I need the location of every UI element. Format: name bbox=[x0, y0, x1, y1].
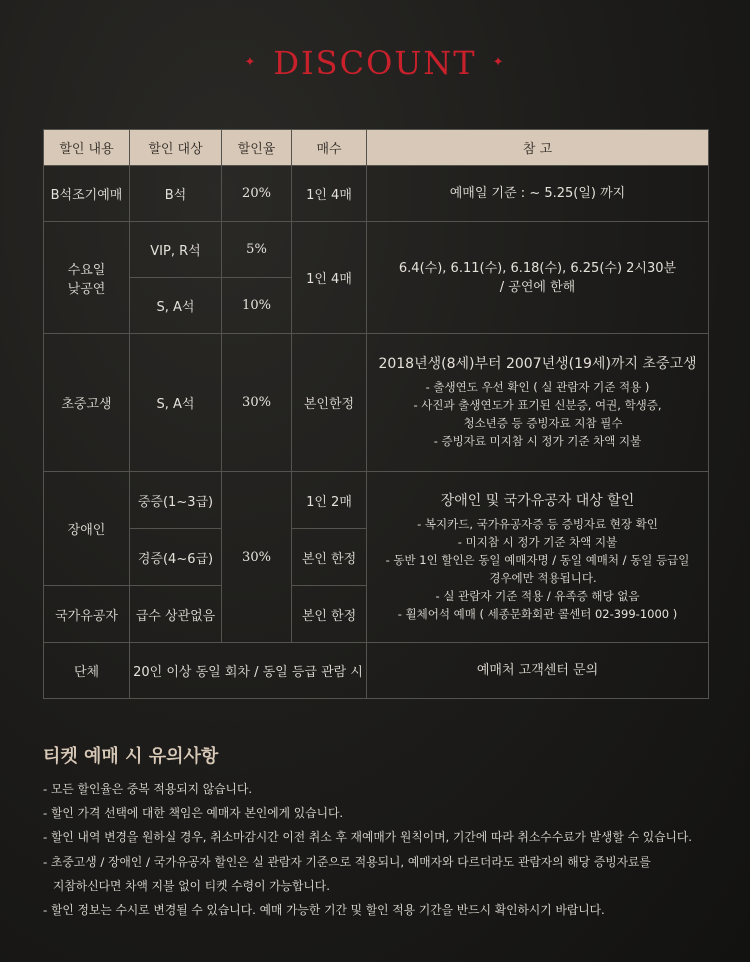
cell-target: B석 bbox=[130, 166, 222, 222]
cell-rate: 5% bbox=[222, 222, 292, 278]
cell-target: 중증(1~3급) bbox=[130, 472, 222, 529]
list-item: - 할인 내역 변경을 원하실 경우, 취소마감시간 이전 취소 후 재예매가 원칙이며, 기간에 따라 취소수수료가 발생할 수 있습니다. bbox=[43, 830, 693, 845]
list-item: - 초중고생 / 장애인 / 국가유공자 할인은 실 관람자 기준으로 적용되니, 예매자와 다르더라도 관람자의 해당 증빙자료를 bbox=[43, 854, 651, 869]
cell-type: 수요일 낮공연 bbox=[44, 222, 130, 334]
table-row bbox=[44, 334, 709, 472]
discount-table bbox=[43, 129, 709, 699]
cell-target: S, A석 bbox=[130, 278, 222, 334]
table-row bbox=[44, 166, 709, 222]
cell-target: S, A석 bbox=[130, 334, 222, 472]
table-header-row bbox=[44, 130, 709, 166]
cell-target: 경증(4~6급) bbox=[130, 529, 222, 586]
cell-type: B석조기예매 bbox=[44, 166, 130, 222]
table-row bbox=[44, 222, 709, 278]
notice-list bbox=[43, 777, 723, 922]
cell-target: 20인 이상 동일 회차 / 동일 등급 관람 시 bbox=[130, 643, 367, 699]
list-item: - 할인 가격 선택에 대한 책임은 예매자 본인에게 있습니다. bbox=[43, 806, 344, 821]
cell-rate: 30% bbox=[222, 334, 292, 472]
cell-count: 1인 2매 bbox=[292, 472, 367, 529]
notice-title: 티켓 예매 시 유의사항 bbox=[43, 746, 219, 767]
cell-count: 1인 4매 bbox=[292, 222, 367, 334]
header-rate: 할인율 bbox=[222, 130, 292, 166]
list-item: 지참하신다면 차액 지불 없이 티켓 수령이 가능합니다. bbox=[53, 878, 330, 893]
cell-count: 본인 한정 bbox=[292, 586, 367, 643]
cell-count: 1인 4매 bbox=[292, 166, 367, 222]
header-target: 할인 대상 bbox=[130, 130, 222, 166]
cell-note: 장애인 및 국가유공자 대상 할인 - 복지카드, 국가유공자증 등 증빙자료 현장 확인 - 미지참 시 정가 기준 차액 지불 - 동반 1인 할인은 동일 예매자명 / 동일 예매처 / 동일 등급일 경우에만 적용됩니다. - 실 관람자 기준 적용 / 유족증 해당 없음 - 휠체어석 예매 ( 세종문화회관 콜센터 02-399-1000 ) bbox=[367, 472, 709, 643]
cell-type: 장애인 bbox=[44, 472, 130, 586]
cell-rate: 20% bbox=[222, 166, 292, 222]
cell-note: 6.4(수), 6.11(수), 6.18(수), 6.25(수) 2시30분 / 공연에 한해 bbox=[367, 222, 709, 334]
header-type: 할인 내용 bbox=[44, 130, 130, 166]
cell-rate: 30% bbox=[222, 472, 292, 643]
cell-count: 본인한정 bbox=[292, 334, 367, 472]
cell-note: 2018년생(8세)부터 2007년생(19세)까지 초중고생 - 출생연도 우선 확인 ( 실 관람자 기준 적용 ) - 사진과 출생연도가 표기된 신분증, 여권, 학생증, 청소년증 등 증빙자료 지참 필수 - 증빙자료 미지참 시 정가 기준 차액 지불 bbox=[367, 334, 709, 472]
header-count: 매수 bbox=[292, 130, 367, 166]
title-text: DISCOUNT bbox=[273, 44, 477, 82]
cell-target: 급수 상관없음 bbox=[130, 586, 222, 643]
cell-target: VIP, R석 bbox=[130, 222, 222, 278]
cell-note: 예매처 고객센터 문의 bbox=[367, 643, 709, 699]
cell-note: 예매일 기준 : ~ 5.25(일) 까지 bbox=[367, 166, 709, 222]
list-item: - 할인 정보는 수시로 변경될 수 있습니다. 예매 가능한 기간 및 할인 적용 기간을 반드시 확인하시기 바랍니다. bbox=[43, 903, 605, 918]
table-row bbox=[44, 643, 709, 699]
list-item: - 모든 할인율은 중복 적용되지 않습니다. bbox=[43, 782, 253, 796]
cell-type: 초중고생 bbox=[44, 334, 130, 472]
cell-count: 본인 한정 bbox=[292, 529, 367, 586]
cell-type: 단체 bbox=[44, 643, 130, 699]
cell-rate: 10% bbox=[222, 278, 292, 334]
sparkle-icon: ✦ bbox=[492, 55, 506, 70]
page-title bbox=[0, 44, 750, 82]
header-note: 참 고 bbox=[367, 130, 709, 166]
cell-type: 국가유공자 bbox=[44, 586, 130, 643]
table-row bbox=[44, 472, 709, 529]
sparkle-icon: ✦ bbox=[244, 55, 258, 70]
